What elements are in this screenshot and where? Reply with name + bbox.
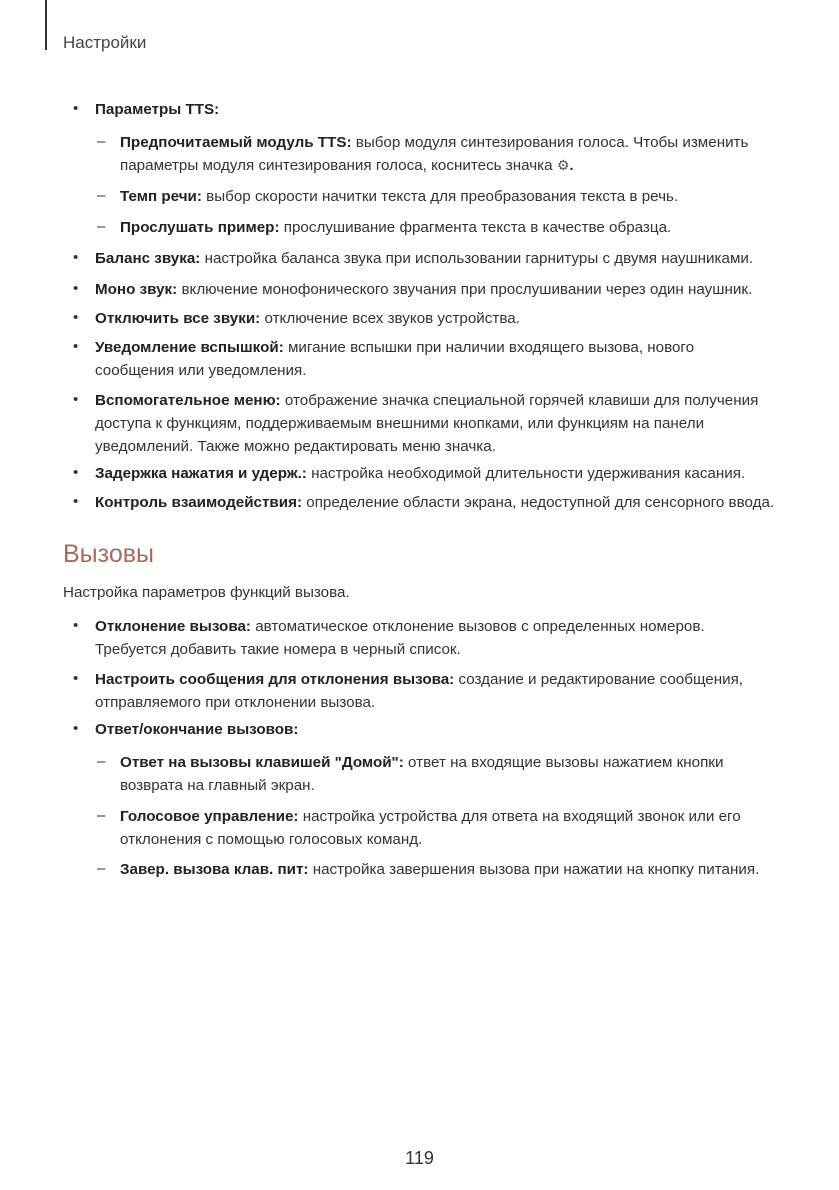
dash: – xyxy=(97,218,106,235)
balance-item: Баланс звука: настройка баланса звука при использовании гарнитуры с двумя наушниками. xyxy=(95,250,754,267)
section-title-calls: Вызовы xyxy=(63,540,154,568)
header-divider xyxy=(45,0,47,50)
page-number: 119 xyxy=(405,1148,434,1168)
interaction-item: Контроль взаимодействия: определение области экрана, недоступной для сенсорного ввода. xyxy=(95,494,775,511)
answer-power-item: Завер. вызова клав. пит: настройка завершения вызова при нажатии на кнопку питания. xyxy=(120,861,760,878)
hold-item: Задержка нажатия и удерж.: настройка необходимой длительности удерживания касания. xyxy=(95,465,746,482)
mono-item: Моно звук: включение монофонического звучания при прослушивании через один наушник. xyxy=(95,281,753,298)
reject-msg-item: Настроить сообщения для отклонения вызова: создание и редактирование сообщения, отправляемого при отклонении вызова. xyxy=(95,671,744,711)
bullet: • xyxy=(73,280,79,297)
dash: – xyxy=(97,860,106,877)
bullet: • xyxy=(73,249,79,266)
dash: – xyxy=(97,753,106,770)
assist-item: Вспомогательное меню: отображение значка специальной горячей клавиши для получения доступа к функциям, поддерживаемым внешними кнопками, или функциям на панели уведомлений. Также можно редактировать меню значка. xyxy=(95,392,759,455)
bullet: • xyxy=(73,309,79,326)
page-header-title: Настройки xyxy=(63,33,147,52)
bullet: • xyxy=(73,720,79,737)
answer-voice-item: Голосовое управление: настройка устройства для ответа на входящий звонок или его отклонения с помощью голосовых команд. xyxy=(120,808,741,848)
tts-label: Параметры TTS: xyxy=(95,101,220,118)
calls-intro: Настройка параметров функций вызова. xyxy=(63,584,350,601)
flash-item: Уведомление вспышкой: мигание вспышки при наличии входящего вызова, нового сообщения или уведомления. xyxy=(95,339,695,379)
tts-speed-item: Темп речи: выбор скорости начитки текста для преобразования текста в речь. xyxy=(120,188,679,205)
tts-item xyxy=(95,98,219,121)
answer-item: Ответ/окончание вызовов: xyxy=(95,721,299,738)
gear-icon: ⚙ xyxy=(556,157,570,174)
bullet: • xyxy=(73,100,79,117)
tts-module-item: Предпочитаемый модуль TTS: выбор модуля синтезирования голоса. Чтобы изменить параметры модуля синтезирования голоса, коснитесь значка ⚙. xyxy=(120,131,748,177)
bullet: • xyxy=(73,464,79,481)
dash: – xyxy=(97,133,106,150)
bullet: • xyxy=(73,617,79,634)
bullet: • xyxy=(73,670,79,687)
reject-item: Отклонение вызова: автоматическое отклонение вызовов с определенных номеров. Требуется добавить такие номера в черный список. xyxy=(95,618,705,658)
tts-sample-item: Прослушать пример: прослушивание фрагмента текста в качестве образца. xyxy=(120,219,672,236)
bullet: • xyxy=(73,493,79,510)
dash: – xyxy=(97,807,106,824)
dash: – xyxy=(97,187,106,204)
bullet: • xyxy=(73,391,79,408)
answer-home-item: Ответ на вызовы клавишей "Домой": ответ на входящие вызовы нажатием кнопки возврата на главный экран. xyxy=(120,754,724,794)
mute-item: Отключить все звуки: отключение всех звуков устройства. xyxy=(95,310,520,327)
bullet: • xyxy=(73,338,79,355)
